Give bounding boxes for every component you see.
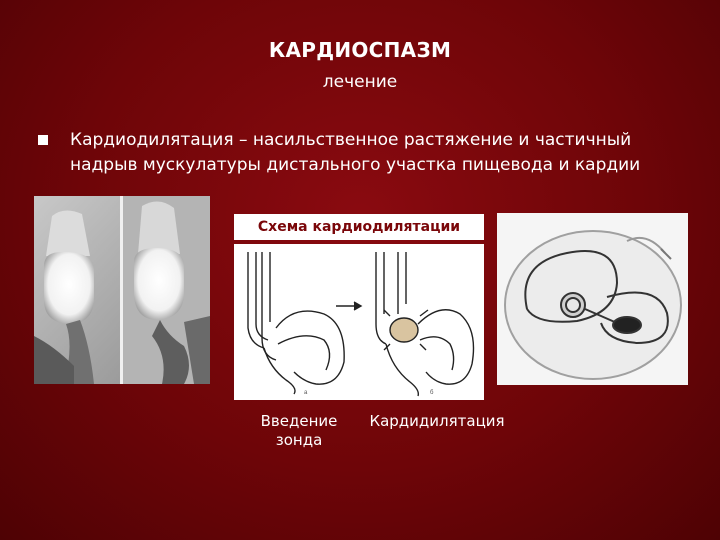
scheme-title: Схема кардиодилятации	[234, 214, 484, 240]
svg-text:б: б	[430, 390, 434, 396]
svg-text:а: а	[304, 390, 308, 396]
slide-title: КАРДИОСПАЗМ	[268, 38, 452, 62]
caption-cardiodilation: Кардидилятация	[369, 412, 505, 430]
caption-probe-insertion: Введение зонда	[260, 412, 338, 449]
xray-image	[34, 196, 210, 384]
cardiodilation-scheme	[234, 244, 484, 400]
bullet-text: Кардиодилятация – насильственное растяжение и частичный надрыв мускулатуры дистального участка пищевода и кардии	[70, 130, 641, 175]
dilator-device-image	[497, 213, 688, 385]
slide-subtitle: лечение	[322, 72, 398, 92]
square-bullet-icon	[38, 135, 48, 145]
